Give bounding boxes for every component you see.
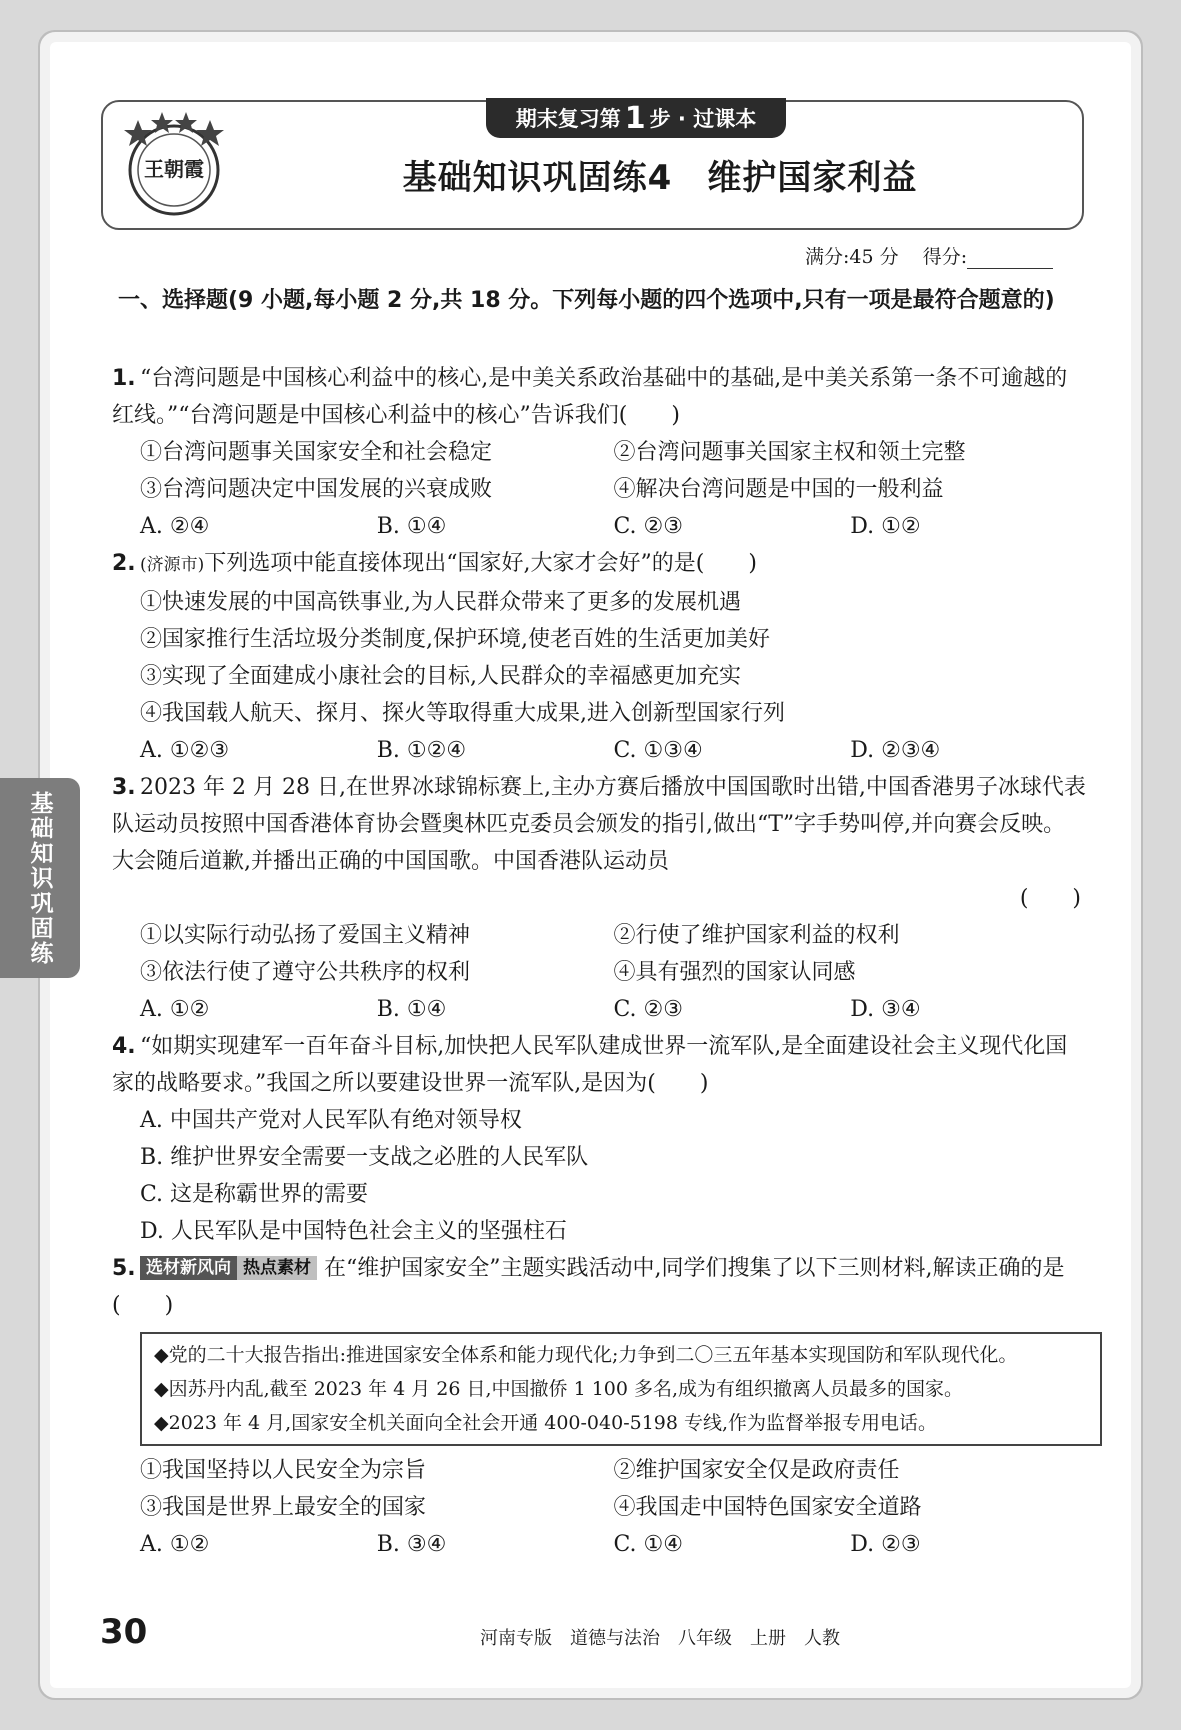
step-number: 1 [624,100,646,136]
statement: ③实现了全面建成小康社会的目标,人民群众的幸福感更加充实 [140,664,741,689]
questions [112,360,1087,1563]
question-number: 2. [112,551,136,576]
step-suffix: 步 · 过课本 [649,107,757,131]
option-a[interactable]: A. 中国共产党对人民军队有绝对领导权 [140,1108,522,1133]
option-c[interactable]: C. ①③④ [613,738,703,763]
option-b[interactable]: B. ①④ [376,514,447,539]
question-number: 4. [112,1034,136,1059]
logo-text: 王朝霞 [144,157,204,181]
statement: ②国家推行生活垃圾分类制度,保护环境,使老百姓的生活更加美好 [140,627,770,652]
footer-text: 河南专版 道德与法治 八年级 上册 人教 [480,1628,840,1649]
statement: ①我国坚持以人民安全为宗旨 [140,1458,427,1483]
question-text: 下列选项中能直接体现出“国家好,大家才会好”的是( ) [204,551,757,576]
question-text: 2023 年 2 月 28 日,在世界冰球锦标赛上,主办方赛后播放中国国歌时出错,中国香港男子冰球代表队运动员按照中国香港体育协会暨奥林匹克委员会颁发的指引,做出“T”字手势叫停,并向赛会反映。大会随后道歉,并播出正确的中国国歌。中国香港队运动员 [112,775,1086,874]
option-b[interactable]: B. ③④ [376,1532,447,1557]
option-c[interactable]: C. ②③ [613,514,683,539]
statement: ④具有强烈的国家认同感 [613,960,856,985]
statement: ①台湾问题事关国家安全和社会稳定 [140,440,493,465]
option-c[interactable]: C. ②③ [613,997,683,1022]
section-heading: 一、选择题(9 小题,每小题 2 分,共 18 分。下列每小题的四个选项中,只有一项是最符合题意的) [118,288,1055,313]
option-c[interactable]: C. 这是称霸世界的需要 [140,1182,369,1207]
statement: ①快速发展的中国高铁事业,为人民群众带来了更多的发展机遇 [140,590,741,615]
question-5 [112,1250,1087,1563]
topic-tag: 选材新风向 [140,1256,237,1280]
option-b[interactable]: B. 维护世界安全需要一支战之必胜的人民军队 [140,1145,589,1170]
option-a[interactable]: A. ①② [140,997,210,1022]
question-2 [112,545,1087,769]
question-1 [112,360,1087,545]
question-number: 5. [112,1256,136,1281]
question-text: 在“维护国家安全”主题实践活动中,同学们搜集了以下三则材料,解读正确的是( ) [112,1256,1065,1318]
statement: ②台湾问题事关国家主权和领土完整 [613,440,966,465]
score-line [805,242,1085,269]
option-c[interactable]: C. ①④ [613,1532,683,1557]
option-d[interactable]: D. 人民军队是中国特色社会主义的坚强柱石 [140,1219,567,1244]
option-a[interactable]: A. ①② [140,1532,210,1557]
statement: ②维护国家安全仅是政府责任 [613,1458,900,1483]
statement: ④解决台湾问题是中国的一般利益 [613,477,944,502]
score-label: 得分: [922,246,968,268]
question-text: “如期实现建军一百年奋斗目标,加快把人民军队建成世界一流军队,是全面建设社会主义现代化国家的战略要求。”我国之所以要建设世界一流军队,是因为( ) [112,1034,1068,1096]
statement: ①以实际行动弘扬了爱国主义精神 [140,923,471,948]
material-item: ◆因苏丹内乱,截至 2023 年 4 月 26 日,中国撤侨 1 100 多名,成为有组织撤离人员最多的国家。 [154,1378,964,1400]
publisher-logo [118,108,230,220]
statement: ④我国载人航天、探月、探火等取得重大成果,进入创新型国家行列 [140,701,785,726]
option-d[interactable]: D. ①② [850,514,921,539]
page-number: 30 [100,1612,148,1652]
score-blank[interactable] [967,248,1053,269]
step-prefix: 期末复习第 [515,107,621,131]
option-b[interactable]: B. ①④ [376,997,447,1022]
question-number: 1. [112,366,136,391]
page-title: 基础知识巩固练4 维护国家利益 [402,158,918,198]
statement: ③台湾问题决定中国发展的兴衰成败 [140,477,493,502]
hot-material-tag: 热点素材 [237,1256,317,1280]
question-4 [112,1028,1087,1250]
step-tab [486,98,786,138]
statement: ②行使了维护国家利益的权利 [613,923,900,948]
question-3 [112,769,1087,1028]
region-label: (济源市) [140,555,205,575]
material-box [140,1332,1102,1446]
full-score-label: 满分:45 分 [805,246,899,268]
side-tab: 基础知识巩固练 [0,778,80,978]
question-number: 3. [112,775,136,800]
option-b[interactable]: B. ①②④ [376,738,467,763]
statement: ③依法行使了遵守公共秩序的权利 [140,960,471,985]
material-item: ◆2023 年 4 月,国家安全机关面向全社会开通 400-040-5198 专线,作为监督举报专用电话。 [154,1412,938,1434]
option-a[interactable]: A. ①②③ [140,738,230,763]
statement: ④我国走中国特色国家安全道路 [613,1495,922,1520]
option-d[interactable]: D. ③④ [850,997,921,1022]
option-d[interactable]: D. ②③④ [850,738,941,763]
option-d[interactable]: D. ②③ [850,1532,921,1557]
material-item: ◆党的二十大报告指出:推进国家安全体系和能力现代化;力争到二〇三五年基本实现国防和军队现代化。 [154,1344,1018,1366]
statement: ③我国是世界上最安全的国家 [140,1495,427,1520]
option-a[interactable]: A. ②④ [140,514,210,539]
question-text: “台湾问题是中国核心利益中的核心,是中美关系政治基础中的基础,是中美关系第一条不可逾越的红线。”“台湾问题是中国核心利益中的核心”告诉我们( ) [112,366,1068,428]
answer-bracket: ( ) [1019,886,1081,911]
